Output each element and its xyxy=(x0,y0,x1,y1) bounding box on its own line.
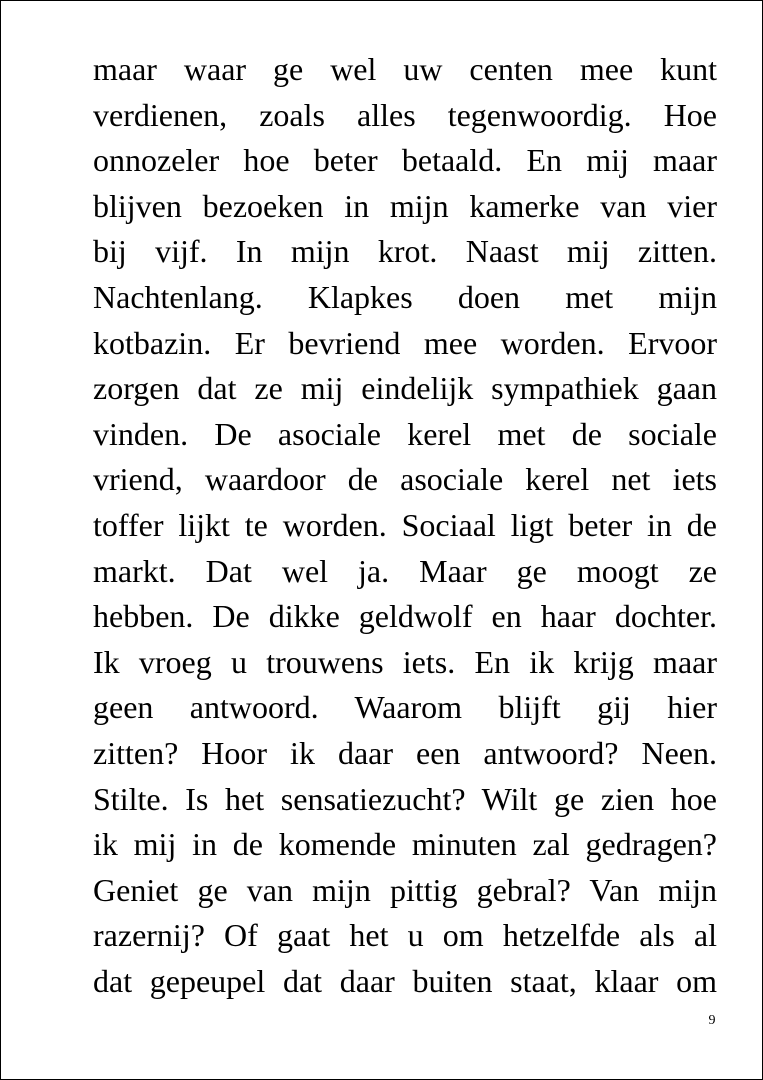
text-line: Geniet ge van mijn pittig gebral? Van mijn xyxy=(93,871,717,908)
text-line: bij vijf. In mijn krot. Naast mij zitten. xyxy=(93,233,717,270)
text-line: Stilte. Is het sensatiezucht? Wilt ge zien hoe xyxy=(93,780,717,817)
text-line: dat gepeupel dat daar buiten staat, klaar om xyxy=(93,962,717,999)
text-line: zorgen dat ze mij eindelijk sympathiek gaan xyxy=(93,370,717,407)
page-number: 9 xyxy=(708,1013,716,1028)
text-line: vinden. De asociale kerel met de sociale xyxy=(93,415,717,452)
text-line: geen antwoord. Waarom blijft gij hier xyxy=(93,689,717,726)
text-line: markt. Dat wel ja. Maar ge moogt ze xyxy=(93,552,717,589)
text-line: Nachtenlang. Klapkes doen met mijn xyxy=(93,278,717,315)
text-line: onnozeler hoe beter betaald. En mij maar xyxy=(93,142,717,179)
text-line: blijven bezoeken in mijn kamerke van vier xyxy=(93,187,717,224)
text-line: vriend, waardoor de asociale kerel net iets xyxy=(93,461,717,498)
text-line: toffer lijkt te worden. Sociaal ligt beter in de xyxy=(93,506,717,543)
text-line: zitten? Hoor ik daar een antwoord? Neen. xyxy=(93,734,717,771)
text-line: Ik vroeg u trouwens iets. En ik krijg maar xyxy=(93,643,717,680)
text-line: verdienen, zoals alles tegenwoordig. Hoe xyxy=(93,96,717,133)
body-text xyxy=(93,47,717,1004)
text-line: maar waar ge wel uw centen mee kunt xyxy=(93,51,717,87)
text-line: razernij? Of gaat het u om hetzelfde als al xyxy=(93,917,717,954)
text-line: hebben. De dikke geldwolf en haar dochter. xyxy=(93,598,717,635)
text-line: ik mij in de komende minuten zal gedragen? xyxy=(93,826,717,863)
text-line: kotbazin. Er bevriend mee worden. Ervoor xyxy=(93,324,717,361)
